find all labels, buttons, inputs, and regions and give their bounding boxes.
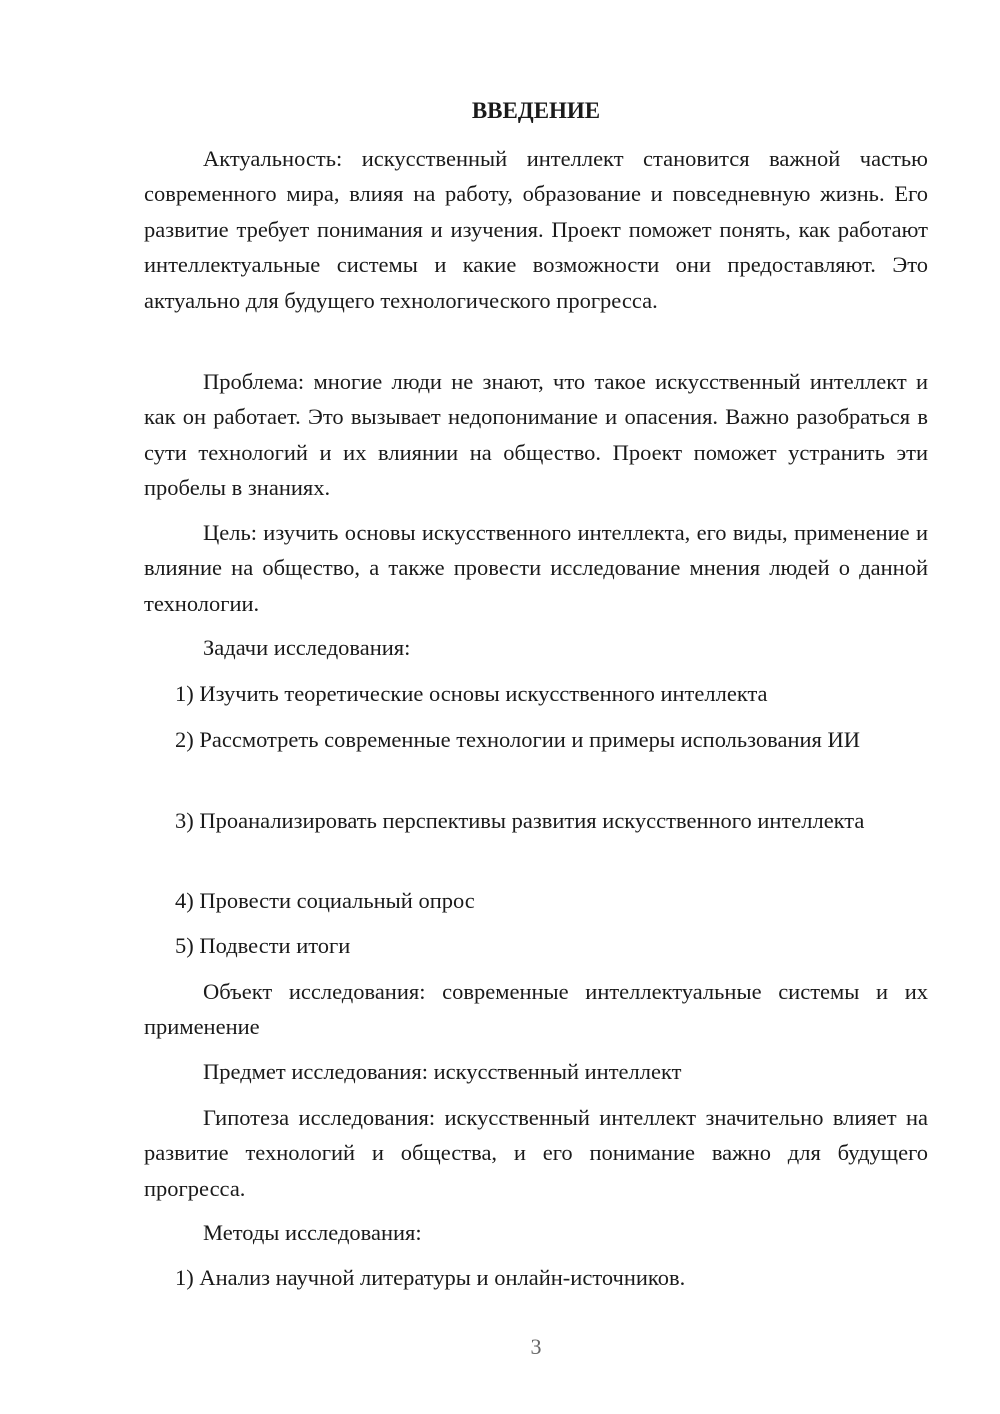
paragraph-hypothesis: Гипотеза исследования: искусственный интеллект значительно влияет на развитие технологий и общества, и его понимание важно для будущего прогресса. xyxy=(144,1105,928,1201)
tasks-heading: Задачи исследования: xyxy=(203,635,411,660)
paragraph-object: Объект исследования: современные интеллектуальные системы и их применение xyxy=(144,979,928,1040)
page-number: 3 xyxy=(530,1334,542,1359)
paragraph-goal: Цель: изучить основы искусственного интеллекта, его виды, применение и влияние на общество, а также провести исследование мнения людей о данной технологии. xyxy=(144,520,928,616)
list-item-method-1: 1) Анализ научной литературы и онлайн-источников. xyxy=(175,1265,686,1290)
list-item-task-2: 2) Рассмотреть современные технологии и примеры использования ИИ xyxy=(175,727,861,752)
list-item-task-5: 5) Подвести итоги xyxy=(175,933,351,958)
page-title: ВВЕДЕНИЕ xyxy=(471,98,601,123)
list-item-task-1: 1) Изучить теоретические основы искусственного интеллекта xyxy=(175,681,768,706)
paragraph-relevance: Актуальность: искусственный интеллект становится важной частью современного мира, влияя на работу, образование и повседневную жизнь. Его развитие требует понимания и изучения. Проект поможет понять, как работают интеллектуальные системы и какие возможности они предоставляют. Это актуально для будущего технологического прогресса. xyxy=(144,146,928,313)
paragraph-problem: Проблема: многие люди не знают, что такое искусственный интеллект и как он работает. Это вызывает недопонимание и опасения. Важно разобраться в сути технологий и их влиянии на общество. Проект поможет устранить эти пробелы в знаниях. xyxy=(144,369,928,501)
list-item-task-4: 4) Провести социальный опрос xyxy=(175,888,475,913)
methods-heading: Методы исследования: xyxy=(203,1220,422,1245)
paragraph-subject: Предмет исследования: искусственный интеллект xyxy=(203,1059,682,1084)
list-item-task-3: 3) Проанализировать перспективы развития искусственного интеллекта xyxy=(175,808,865,833)
